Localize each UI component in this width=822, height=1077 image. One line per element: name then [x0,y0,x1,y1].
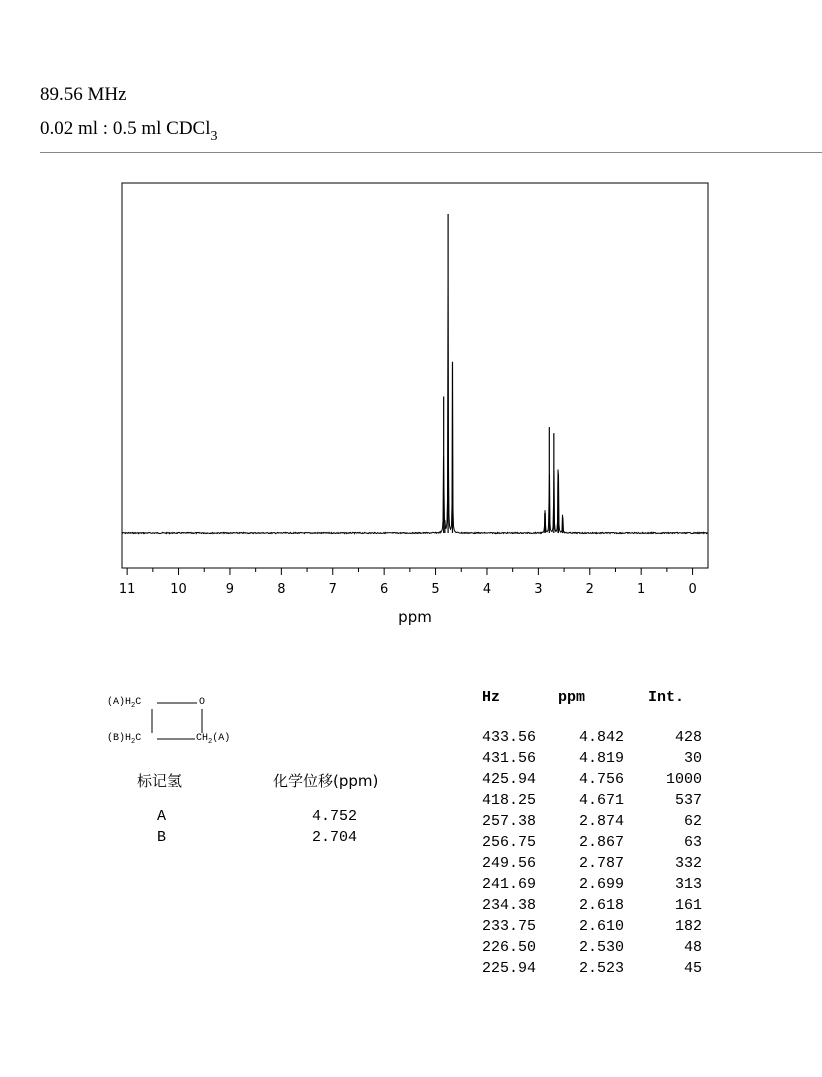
peak-table-header-ppm: ppm [558,689,586,706]
assignment-shift-header: 化学位移(ppm) [273,772,379,790]
structure-row2-left: $(B)H_2C$ [107,733,142,746]
peak-row-int: 537 [674,792,702,809]
assignment-row-b-label: B [157,829,167,846]
peak-row-ppm: 2.523 [578,960,624,977]
structure-oxygen: O [199,697,206,708]
peak-row-int: 48 [683,939,702,956]
peak-row-ppm: 2.867 [578,834,624,851]
peak-row-hz: 418.25 [481,792,536,809]
assignment-row-a-label: A [157,808,167,825]
peak-row-ppm: 4.819 [578,750,624,767]
peak-row-hz: 225.94 [481,960,536,977]
x-tick-label: 0 [688,582,697,597]
peak-row-hz: 256.75 [481,834,536,851]
peak-row-ppm: 2.787 [578,855,624,872]
peak-table-header-int: Int. [648,689,685,706]
peak-row-int: 62 [683,813,702,830]
peak-row-ppm: 2.530 [578,939,624,956]
structure-row1-left: $(A)H_2C$ [107,697,142,710]
peak-row-hz: 234.38 [481,897,536,914]
assignment-label-header: 标记氢 [137,772,183,790]
peak-row-int: 45 [683,960,702,977]
peak-row-hz: 431.56 [481,750,536,767]
x-tick-label: 1 [637,582,646,597]
peak-table-header-hz: Hz [482,689,501,706]
x-tick-label: 3 [534,582,543,597]
assignment-row-a-shift: 4.752 [312,808,358,825]
peak-row-int: 30 [683,750,702,767]
peak-row-int: 313 [674,876,702,893]
peak-row-hz: 226.50 [481,939,536,956]
peak-row-hz: 249.56 [481,855,536,872]
peak-row-ppm: 4.842 [578,729,624,746]
peak-marks [444,214,563,533]
x-tick-label: 6 [380,582,389,597]
x-tick-label: 4 [482,582,492,597]
solvent-subscript: 3 [210,129,218,144]
x-tick-label: 2 [585,582,594,597]
x-tick-label: 7 [328,582,337,597]
peak-row-hz: 257.38 [481,813,536,830]
x-tick-label: 10 [170,582,187,597]
frequency-text: 89.56 MHz [40,84,127,105]
peak-row-hz: 233.75 [481,918,536,935]
peak-row-ppm: 2.610 [578,918,624,935]
x-tick-label: 5 [431,582,440,597]
x-tick-label: 9 [225,582,235,597]
peak-row-int: 428 [674,729,702,746]
structure-row2-right: $CH_2(A)$ [196,733,231,746]
x-tick-label: 11 [118,582,136,597]
structure-bonds [0,0,260,760]
peak-row-ppm: 2.874 [578,813,624,830]
peak-row-int: 332 [674,855,702,872]
assignment-row-b-shift: 2.704 [312,829,358,846]
peak-row-hz: 425.94 [481,771,536,788]
peak-row-ppm: 2.618 [578,897,624,914]
x-axis-label: ppm [398,608,432,626]
peak-row-int: 1000 [665,771,702,788]
peak-row-ppm: 4.756 [578,771,624,788]
peak-row-ppm: 4.671 [578,792,624,809]
peak-row-hz: 433.56 [481,729,536,746]
peak-row-ppm: 2.699 [578,876,624,893]
peak-row-int: 182 [674,918,702,935]
peak-row-int: 63 [683,834,702,851]
x-tick-label: 8 [277,582,286,597]
peak-row-hz: 241.69 [481,876,536,893]
solvent-text: 0.02 ml : 0.5 ml CDCl [40,118,211,139]
peak-row-int: 161 [674,897,702,914]
